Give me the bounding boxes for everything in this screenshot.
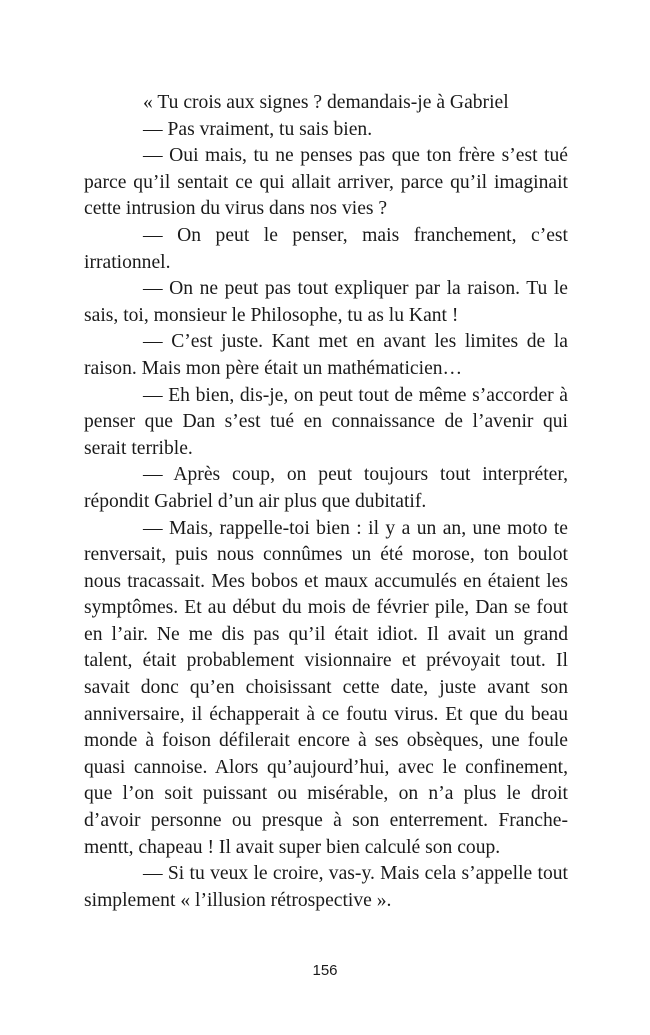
- paragraph-6: — C’est juste. Kant met en avant les limites de la raison. Mais mon père était un mathématicien…: [84, 331, 568, 379]
- paragraph-5: — On ne peut pas tout expliquer par la raison. Tu le sais, toi, monsieur le Philosophe, tu as lu Kant !: [84, 278, 568, 326]
- paragraph-8: — Après coup, on peut toujours tout interpréter, répondit Gabriel d’un air plus que dubitatif.: [84, 464, 568, 512]
- page-body: [84, 90, 568, 914]
- paragraph-4: — On peut le penser, mais franchement, c’est irrationnel.: [84, 224, 568, 273]
- page-number: 156: [312, 962, 338, 979]
- paragraph-10: — Si tu veux le croire, vas-y. Mais cela s’appelle tout simplement « l’illusion rétrospective ».: [84, 863, 568, 911]
- paragraph-7: — Eh bien, dis-je, on peut tout de même s’accorder à penser que Dan s’est tué en connaissance de l’avenir qui serait terrible.: [84, 384, 568, 459]
- paragraph-1: « Tu crois aux signes ? demandais-je à Gabriel: [143, 92, 509, 113]
- paragraph-3: — Oui mais, tu ne penses pas que ton frère s’est tué parce qu’il sentait ce qui allait arriver, parce qu’il imaginait cette intrusion du virus dans nos vies ?: [84, 145, 568, 220]
- paragraph-9: — Mais, rappelle-toi bien : il y a un an, une moto te renversait, puis nous connûmes un été morose, ton boulot nous tracassait. Mes bobos et maux accumulés en étaient les symptômes. Et au début du mois de février pile, Dan se fout en l’air. Ne me dis pas qu’il était idiot. Il avait un grand talent, était probablement visionnaire et prévoyait tout. Il savait donc qu’en choisissant cette date, juste avant son anniversaire, il échapperait à ce foutu virus. Et que du beau monde à foison défilerait encore à ses obsèques, une foule quasi cannoise. Alors qu’aujourd’hui, avec le confinement, que l’on soit puissant ou misérable, on n’a plus le droit d’avoir personne ou presque à son enterrement. Franchementt, chapeau ! Il avait super bien calculé son coup.: [84, 517, 568, 858]
- paragraph-2: — Pas vraiment, tu sais bien.: [143, 118, 373, 140]
